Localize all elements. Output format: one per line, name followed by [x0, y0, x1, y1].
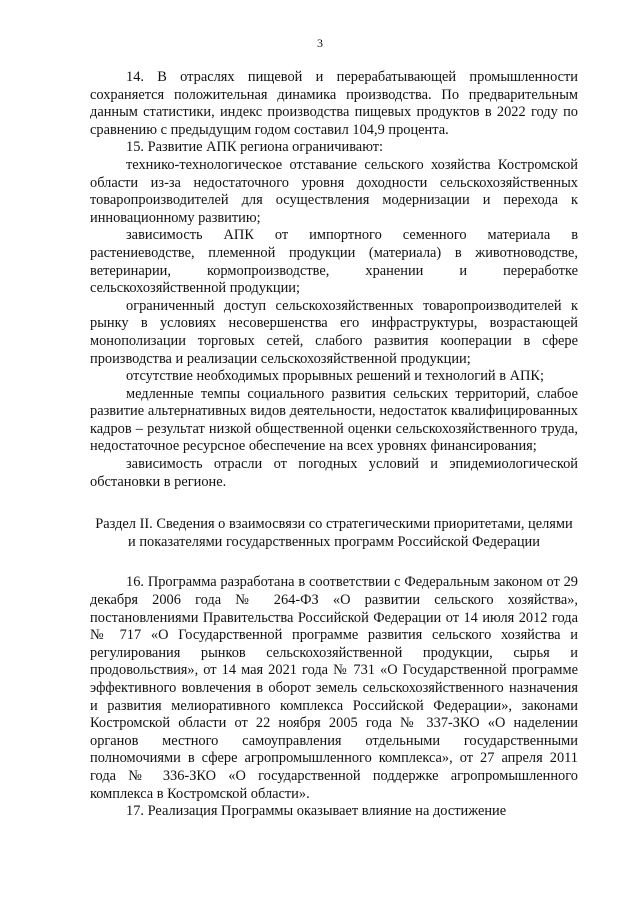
paragraph-15: 15. Развитие АПК региона ограничивают:: [126, 139, 384, 156]
document-body: [90, 69, 578, 821]
list-item-no-breakthrough: отсутствие необходимых прорывных решений и технологий в АПК;: [126, 368, 544, 385]
section-title: Раздел II. Сведения о взаимосвязи со стратегическими приоритетами, целями и показателями государственных программ Российской Федерации: [95, 516, 573, 550]
list-item-technology-lag: технико-технологическое отставание сельского хозяйства Костромской области из-за недостаточного уровня доходности сельскохозяйственных товаропроизводителей для осуществления модернизации и перехода к инновационному развитию;: [90, 156, 578, 226]
page-number: 3: [317, 36, 323, 50]
list-item-weather-dependence: зависимость отрасли от погодных условий и эпидемиологической обстановки в регионе.: [90, 456, 578, 490]
paragraph-17: 17. Реализация Программы оказывает влияние на достижение: [126, 803, 507, 820]
list-item-market-access: ограниченный доступ сельскохозяйственных товаропроизводителей к рынку в условиях несовершенства его инфраструктуры, возрастающей монополизации торговых сетей, слабого развития кооперации в сфере производства и реализации сельскохозяйственной продукции;: [90, 297, 578, 367]
paragraph-16: 16. Программа разработана в соответствии с Федеральным законом от 29 декабря 2006 года № 264-ФЗ «О развитии сельского хозяйства», постановлениями Правительства Российской Федерации от 14 июля 2012 года № 717 «О Государственной программе развития сельского хозяйства и регулирования рынков сельскохозяйственной продукции, сырья и продовольствия», от 14 мая 2021 года № 731 «О Государственной программе эффективного вовлечения в оборот земель сельскохозяйственного назначения и развития мелиоративного комплекса Российской Федерации», законами Костромской области от 22 ноября 2005 года № 337-ЗКО «О наделении органов местного самоуправления отдельными государственными полномочиями в сфере агропромышленного комплекса», от 27 апреля 2011 года № 336-ЗКО «О государственной поддержке агропромышленного комплекса в Костромской области».: [90, 574, 578, 802]
list-item-slow-rural-development: медленные темпы социального развития сельских территорий, слабое развитие альтернативных видов деятельности, недостаток квалифицированных кадров – результат низкой общественной оценки сельскохозяйственного труда, недостаточное ресурсное обеспечение на всех уровнях финансирования;: [90, 385, 578, 455]
paragraph-14: 14. В отраслях пищевой и перерабатывающей промышленности сохраняется положительная динамика производства. По предварительным данным статистики, индекс производства пищевых продуктов в 2022 году по сравнению с предыдущим годом составил 104,9 процента.: [90, 69, 578, 138]
list-item-import-dependence: зависимость АПК от импортного семенного материала в растениеводстве, племенной продукции (материала) в животноводстве, ветеринарии, кормопроизводстве, хранении и переработке сельскохозяйственной продукции;: [90, 227, 578, 297]
